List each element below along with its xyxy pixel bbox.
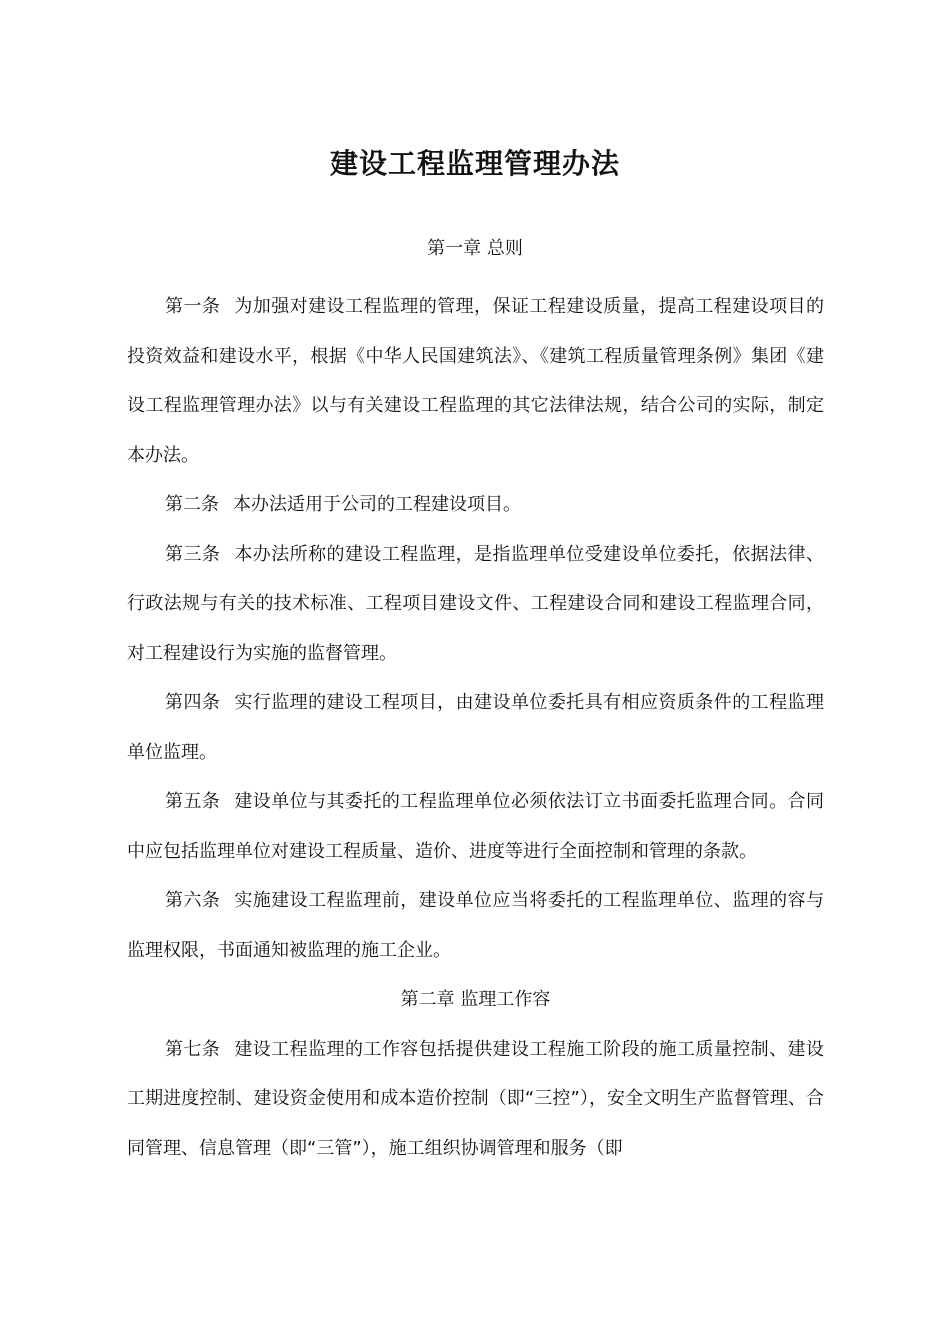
article-text: 为加强对建设工程监理的管理，保证工程建设质量，提高工程建设项目的投资效益和建设水平，根据《中华人民国建筑法》、《建筑工程质量管理条例》集团《建设工程监理管理办法》以与有关建设工程监理的其它法律法规，结合公司的实际，制定本办法。 [127, 296, 825, 466]
article-text: 建设工程监理的工作容包括提供建设工程施工阶段的施工质量控制、建设工期进度控制、建设资金使用和成本造价控制（即“三控”），安全文明生产监督管理、合同管理、信息管理（即“三管”），施工组织协调管理和服务（即 [127, 1038, 825, 1159]
document-title: 建设工程监理管理办法 [329, 147, 620, 180]
article-text: 建设单位与其委托的工程监理单位必须依法订立书面委托监理合同。合同中应包括监理单位对建设工程质量、造价、进度等进行全面控制和管理的条款。 [127, 791, 825, 862]
article-number: 第四条 [165, 692, 221, 713]
article-text: 实施建设工程监理前，建设单位应当将委托的工程监理单位、监理的容与监理权限，书面通知被监理的施工企业。 [127, 890, 825, 961]
article-number: 第五条 [165, 791, 221, 812]
article-number: 第三条 [165, 543, 221, 565]
chapter-heading-2: 第二章 监理工作容 [400, 989, 551, 1010]
article-3 [127, 530, 824, 679]
article-5 [127, 777, 824, 876]
article-number: 第六条 [165, 890, 221, 911]
article-text: 本办法适用于公司的工程建设项目。 [233, 494, 521, 515]
article-number: 第二条 [165, 494, 219, 515]
document-body [127, 282, 824, 1173]
article-number: 第七条 [165, 1038, 221, 1060]
article-1 [127, 282, 824, 480]
article-text: 实行监理的建设工程项目，由建设单位委托具有相应资质条件的工程监理单位监理。 [127, 692, 825, 763]
article-text: 本办法所称的建设工程监理，是指监理单位受建设单位委托，依据法律、行政法规与有关的技术标准、工程项目建设文件、工程建设合同和建设工程监理合同，对工程建设行为实施的监督管理。 [127, 543, 825, 664]
article-6 [127, 876, 824, 975]
article-2 [127, 480, 824, 530]
chapter-heading-1: 第一章 总则 [427, 238, 523, 259]
article-number: 第一条 [165, 296, 221, 317]
article-4 [127, 678, 824, 777]
article-7 [127, 1025, 824, 1174]
